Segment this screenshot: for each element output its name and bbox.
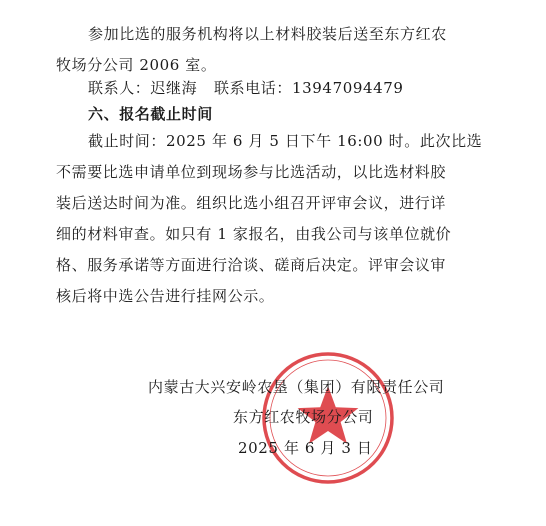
signature-company: 内蒙古大兴安岭农垦（集团）有限责任公司 — [148, 378, 445, 396]
paragraph-2-line-6: 核后将中选公告进行挂网公示。 — [56, 287, 275, 305]
signature-branch: 东方红农牧场分公司 — [233, 408, 374, 426]
paragraph-2-line-5: 格、服务承诺等方面进行洽谈、磋商后决定。评审会议审 — [56, 256, 447, 274]
paragraph-2-line-2: 不需要比选申请单位到现场参与比选活动，以比选材料胶 — [56, 163, 447, 181]
paragraph-1-line-1: 参加比选的服务机构将以上材料胶装后送至东方红农 — [88, 25, 447, 43]
section-heading: 六、报名截止时间 — [88, 105, 213, 123]
signature-date: 2025 年 6 月 3 日 — [238, 439, 373, 457]
paragraph-2-line-1: 截止时间：2025 年 6 月 5 日下午 16:00 时。此次比选 — [88, 132, 483, 150]
contact-phone: 联系电话：13947094479 — [214, 79, 404, 97]
paragraph-2-line-3: 装后送达时间为准。组织比选小组召开评审会议，进行详 — [56, 194, 447, 212]
contact-person: 联系人：迟继海 — [88, 79, 198, 97]
paragraph-1-line-2: 牧场分公司 2006 室。 — [56, 56, 217, 74]
paragraph-2-line-4: 细的材料审查。如只有 1 家报名，由我公司与该单位就价 — [56, 225, 452, 243]
